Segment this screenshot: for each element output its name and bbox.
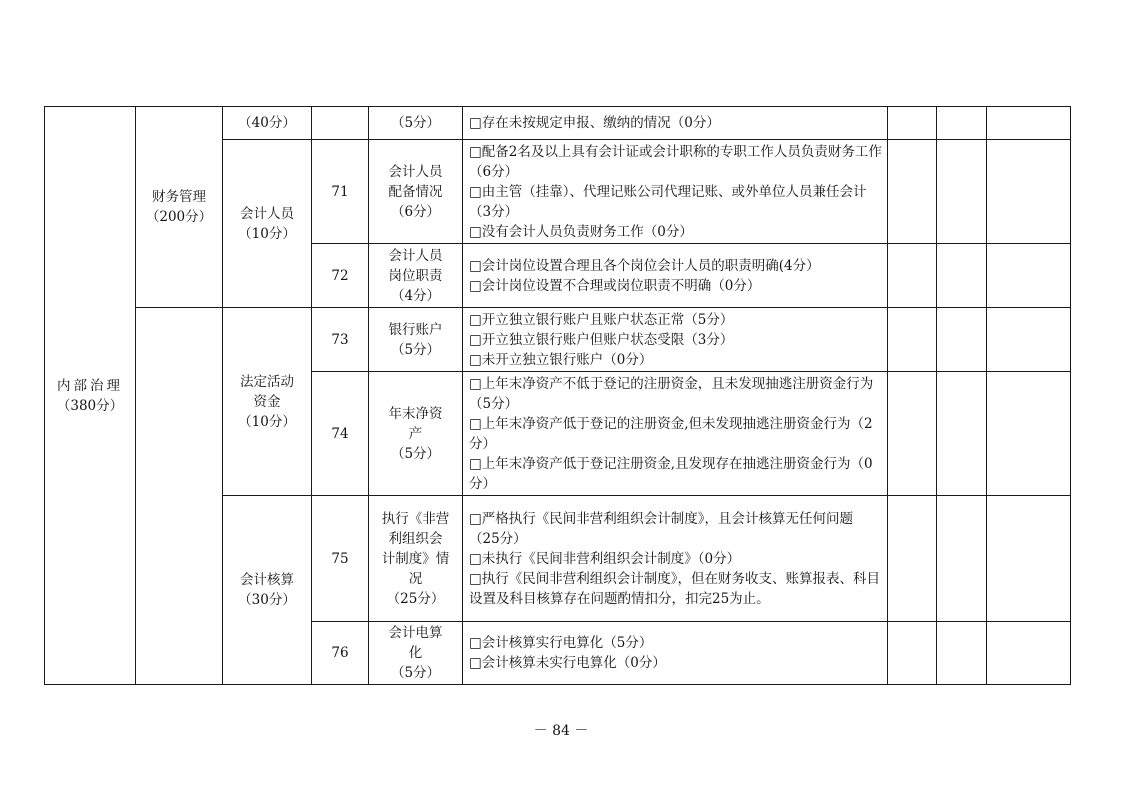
evaluation-table [44,106,1071,685]
item-name-line: 年末净资 [388,405,443,422]
table-body [45,107,1071,685]
table-row [45,107,1071,140]
page-number: － 84 － [533,723,589,739]
criterion: □会计核算未实行电算化（0分） [469,655,666,671]
item-name-line: 配备情况 [388,183,443,200]
item-score: （5分） [390,445,441,462]
score-cell [888,107,937,140]
criterion: □上年末净资产低于登记的注册资金,但未发现抽逃注册资金行为（2分） [469,415,873,452]
item-name-line: 计制度》情 [381,550,450,567]
score-cell [937,496,987,622]
criterion: □配备2名及以上具有会计证或会计职称的专职工作人员负责财务工作（6分） [469,143,882,180]
item-name-cell [369,308,463,372]
score-cell [937,244,987,308]
score-cell [888,622,937,685]
subcategory-name: 法定活动 [240,373,294,390]
criterion: □执行《民间非营利组织会计制度》，但在财务收支、账算报表、科目设置及科目核算存在问题酌情扣分，扣完25为止。 [469,570,881,607]
category-cell [136,308,223,685]
item-number: 71 [331,183,349,200]
item-number-cell [312,622,369,685]
item-name-cell [369,372,463,496]
item-score: （6分） [390,203,441,220]
score-cell [937,622,987,685]
subcategory-score: （40分） [238,115,296,131]
subcategory-cell [223,308,312,496]
category-cell [136,107,223,308]
subcategory-cell [223,496,312,685]
item-number-cell [312,308,369,372]
remark-cell [987,244,1071,308]
criteria-cell [463,107,888,140]
subcategory-name: 资金 [253,393,281,410]
score-cell [888,308,937,372]
subcategory-score: （10分） [238,225,296,242]
criterion: □开立独立银行账户且账户状态正常（5分） [469,311,734,328]
criterion: □未执行《民间非营利组织会计制度》（0分） [469,550,741,567]
section-name: 内部治理 [57,377,123,394]
criterion: □上年末净资产低于登记注册资金,且发现存在抽逃注册资金行为（0分） [469,455,873,492]
item-name-line: 岗位职责 [388,267,443,284]
score-cell [888,244,937,308]
remark-cell [987,308,1071,372]
subcategory-cell [223,107,312,140]
item-score: （25分） [386,590,445,607]
item-name-cell [369,622,463,685]
criterion: □由主管（挂靠）、代理记账公司代理记账、或外单位人员兼任会计（3分） [469,183,867,220]
criteria-cell [463,308,888,372]
score-cell [937,372,987,496]
item-number-cell [312,140,369,244]
item-number-cell [312,244,369,308]
criterion: □存在未按规定申报、缴纳的情况（0分） [469,115,720,131]
subcategory-name: 会计核算 [240,572,294,588]
item-number: 76 [331,645,349,661]
item-score: （5分） [390,115,441,131]
subcategory-score: （30分） [238,592,296,608]
category-name: 财务管理 [152,189,206,205]
criterion: □开立独立银行账户但账户状态受限（3分） [469,331,734,348]
item-name-line: 执行《非营 [381,510,450,527]
item-number: 75 [331,550,349,567]
item-name-line: 化 [408,645,423,661]
criteria-cell [463,496,888,622]
item-name-line: 利组织会 [388,530,443,547]
item-name-cell [369,496,463,622]
criteria-cell [463,244,888,308]
criterion: □会计核算实行电算化（5分） [469,635,653,651]
criterion: □严格执行《民间非营利组织会计制度》，且会计核算无任何问题（25分） [469,510,854,547]
item-number-cell [312,372,369,496]
item-number: 74 [331,425,349,442]
remark-cell [987,372,1071,496]
score-cell [937,107,987,140]
score-cell [888,140,937,244]
remark-cell [987,140,1071,244]
criteria-cell [463,622,888,685]
subcategory-cell [223,140,312,308]
table-row [45,308,1071,372]
item-name-line: 会计电算 [388,625,443,641]
score-cell [937,140,987,244]
item-number-cell [312,496,369,622]
item-number-cell [312,107,369,140]
item-number: 72 [331,267,349,284]
item-score: （5分） [390,665,441,681]
score-cell [888,372,937,496]
score-cell [937,308,987,372]
item-name-line: 银行账户 [388,321,443,338]
criterion: □会计岗位设置不合理或岗位职责不明确（0分） [469,277,761,294]
item-number: 73 [331,331,349,348]
subcategory-name: 会计人员 [240,205,294,222]
criteria-cell [463,372,888,496]
criterion: □没有会计人员负责财务工作（0分） [469,223,693,240]
item-score: （4分） [390,287,441,304]
item-name-line: 况 [408,570,423,587]
remark-cell [987,496,1071,622]
item-name-line: 会计人员 [388,247,443,264]
section-score: （380分） [56,397,124,414]
remark-cell [987,107,1071,140]
score-cell [888,496,937,622]
criterion: □未开立独立银行账户（0分） [469,351,653,368]
item-name-cell [369,107,463,140]
item-score: （5分） [390,341,441,358]
item-name-cell [369,140,463,244]
criterion: □上年末净资产不低于登记的注册资金，且未发现抽逃注册资金行为（5分） [469,375,874,412]
remark-cell [987,622,1071,685]
category-score: （200分） [145,209,213,225]
criterion: □会计岗位设置合理且各个岗位会计人员的职责明确(4分） [469,257,820,274]
item-name-line: 会计人员 [388,163,443,180]
item-name-line: 产 [408,425,423,442]
criteria-cell [463,140,888,244]
item-name-cell [369,244,463,308]
subcategory-score: （10分） [238,413,296,430]
section-cell [45,107,136,685]
